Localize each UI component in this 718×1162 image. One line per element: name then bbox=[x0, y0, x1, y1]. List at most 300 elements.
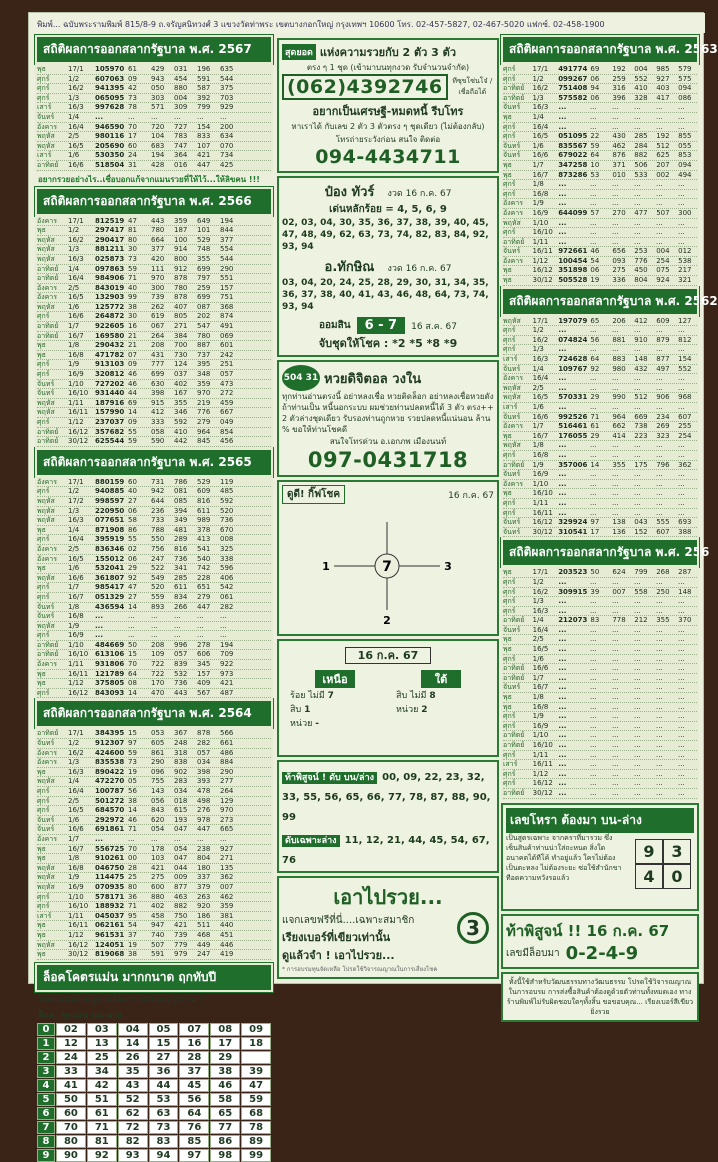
prize-number: 056 bbox=[151, 796, 165, 805]
draw-day: พฤหัส bbox=[37, 235, 55, 244]
prize-number: 64 bbox=[590, 355, 600, 364]
prize-number: 40 bbox=[128, 283, 137, 292]
draw-day: ศุกร์ bbox=[503, 508, 516, 517]
prize-number: 46 bbox=[590, 247, 600, 256]
table-row bbox=[37, 351, 271, 361]
prize-number: 542 bbox=[220, 583, 234, 592]
prize-number: ... bbox=[633, 450, 641, 459]
first-prize: 880159 bbox=[95, 477, 125, 486]
table-row bbox=[37, 797, 271, 807]
prize-number: 92 bbox=[128, 573, 137, 582]
draw-date: 16/5 bbox=[532, 132, 549, 141]
prize-number: 893 bbox=[151, 602, 165, 611]
publisher-header: พิมพ์... ฉบับพระรามพิมพ์ 815/8-9 ถ.จรัญสนิทวงศ์ 3 แขวงวัดท่าพระ เขตบางกอกใหญ่ กรุงเทพฯ 10600 โทร. 02-457-5827, 02-467-5020 แฟกซ์. 02-458-1900 bbox=[29, 13, 705, 33]
draw-date: 1/11 bbox=[532, 498, 549, 507]
draw-date: 16/7 bbox=[68, 844, 84, 853]
draw-day: พุธ bbox=[37, 767, 46, 776]
lotto-number: 39 bbox=[241, 1065, 271, 1078]
draw-day: อังคาร bbox=[37, 544, 57, 553]
prize-number: 669 bbox=[634, 412, 648, 421]
table-row bbox=[37, 825, 271, 835]
prize-number: 14 bbox=[128, 602, 137, 611]
lotto-number: 94 bbox=[149, 1149, 179, 1162]
prize-number: ... bbox=[611, 702, 619, 711]
draw-day: พุธ bbox=[503, 160, 512, 169]
prize-number: 507 bbox=[151, 940, 165, 949]
prize-number: ... bbox=[655, 712, 663, 721]
prize-number: ... bbox=[655, 450, 663, 459]
prize-number: 700 bbox=[174, 341, 188, 350]
prize-number: 194 bbox=[220, 640, 234, 649]
prize-number: 432 bbox=[634, 364, 648, 373]
prize-number: 95 bbox=[128, 911, 137, 920]
draw-date: 16/4 bbox=[532, 122, 549, 131]
prize-number: 558 bbox=[634, 587, 648, 596]
prize-number: 38 bbox=[128, 950, 137, 959]
prize-number: ... bbox=[633, 103, 641, 112]
prize-number: 364 bbox=[174, 151, 188, 160]
prize-number: ... bbox=[678, 326, 685, 335]
prize-number: ... bbox=[678, 606, 685, 615]
prize-number: ... bbox=[197, 631, 204, 640]
prize-number: 289 bbox=[174, 535, 188, 544]
draw-date: 16/4 bbox=[68, 787, 84, 795]
prize-number: ... bbox=[128, 631, 135, 640]
prize-number: 264 bbox=[220, 787, 234, 795]
lotto-number: 61 bbox=[87, 1107, 117, 1120]
prize-number: ... bbox=[633, 750, 641, 759]
prize-number: 73 bbox=[128, 93, 137, 102]
draw-date: 16/8 bbox=[68, 863, 84, 872]
prize-number: ... bbox=[678, 403, 685, 411]
prize-number: 16 bbox=[128, 322, 137, 331]
draw-date: 1/6 bbox=[532, 654, 544, 663]
prize-number: ... bbox=[655, 383, 663, 392]
prize-number: 879 bbox=[656, 335, 670, 344]
prize-number: 247 bbox=[151, 554, 165, 563]
prize-number: ... bbox=[633, 374, 641, 383]
draw-date: 17/1 bbox=[532, 568, 549, 577]
ad-line5: โทรถ่ายระวังก่อน สนใจ ติดต่อ bbox=[335, 135, 441, 144]
lotto-number: 52 bbox=[118, 1093, 148, 1106]
first-prize: 910261 bbox=[95, 854, 125, 863]
north-roi-val: 7 bbox=[327, 691, 334, 701]
first-prize: ... bbox=[558, 237, 567, 246]
prize-number: 206 bbox=[612, 316, 626, 325]
prize-number: 83 bbox=[590, 616, 600, 625]
prize-number: 200 bbox=[220, 122, 234, 131]
north-sib-val: 1 bbox=[304, 705, 311, 715]
table-row bbox=[37, 151, 271, 161]
prize-number: ... bbox=[220, 112, 227, 121]
draw-date: 16/11 bbox=[532, 760, 553, 769]
first-prize: ... bbox=[558, 228, 567, 237]
draw-date: 16/3 bbox=[532, 103, 549, 112]
draw-date: 16/10 bbox=[68, 902, 89, 911]
online-date: 16 ส.ค. 67 bbox=[411, 321, 457, 332]
prize-number: 09 bbox=[128, 74, 137, 83]
prize-number: ... bbox=[655, 189, 663, 198]
first-prize: 188932 bbox=[95, 902, 125, 911]
prize-number: 970 bbox=[197, 389, 211, 398]
first-prize: ... bbox=[558, 693, 567, 702]
stats-title-2561: สถิติผลการออกสลากรัฐบาล พ.ศ. 256 bbox=[501, 538, 699, 567]
prize-number: ... bbox=[655, 760, 663, 769]
prove-box bbox=[277, 760, 499, 873]
table-row bbox=[37, 535, 271, 545]
prize-number: 447 bbox=[197, 825, 211, 834]
first-prize: ... bbox=[558, 479, 567, 488]
lotto-number: 81 bbox=[87, 1135, 117, 1148]
table-row bbox=[37, 226, 271, 236]
prize-number: 396 bbox=[612, 93, 626, 102]
table-row bbox=[503, 760, 697, 770]
table-row bbox=[503, 336, 697, 346]
lotto-number: 41 bbox=[56, 1079, 86, 1092]
draw-date: 1/9 bbox=[68, 621, 80, 630]
draw-date: 16/3 bbox=[532, 606, 549, 615]
draw-day: ศุกร์ bbox=[37, 418, 50, 426]
prize-number: 739 bbox=[151, 293, 165, 302]
first-prize: 297417 bbox=[95, 226, 125, 235]
prize-number: 910 bbox=[634, 335, 648, 344]
prize-number: 739 bbox=[174, 930, 188, 939]
draw-day: พฤหัส bbox=[37, 863, 55, 872]
first-prize: 197079 bbox=[558, 316, 588, 325]
prize-number: 927 bbox=[220, 844, 234, 853]
prize-number: 575 bbox=[678, 74, 692, 83]
prize-number: ... bbox=[611, 450, 619, 459]
draw-date: 1/4 bbox=[68, 112, 80, 121]
draw-date: 16/2 bbox=[532, 587, 549, 596]
prize-number: 148 bbox=[678, 587, 692, 596]
prize-number: ... bbox=[678, 112, 685, 121]
prize-number: 877 bbox=[174, 882, 188, 891]
draw-day: ศุกร์ bbox=[503, 122, 516, 131]
prize-number: ... bbox=[655, 403, 663, 411]
draw-day: จันทร์ bbox=[503, 247, 521, 256]
du-date: 16 ก.ค. 67 bbox=[448, 490, 494, 501]
table-row bbox=[503, 266, 697, 276]
prize-number: 417 bbox=[656, 93, 670, 102]
draw-date: 1/8 bbox=[68, 854, 80, 863]
prize-number: 70 bbox=[128, 844, 137, 853]
prize-number: 816 bbox=[197, 496, 211, 505]
prize-number: ... bbox=[655, 180, 663, 189]
prize-number: ... bbox=[678, 180, 685, 189]
prize-number: 470 bbox=[151, 688, 165, 697]
draw-day: อาทิตย์ bbox=[37, 331, 59, 340]
prize-number: 902 bbox=[174, 767, 188, 776]
prize-number: 355 bbox=[174, 398, 188, 407]
prize-number: 797 bbox=[197, 274, 211, 283]
prize-number: ... bbox=[633, 577, 641, 586]
draw-day: จันทร์ bbox=[37, 389, 55, 398]
draw-day: พฤหัส bbox=[37, 882, 55, 891]
first-prize: 912307 bbox=[95, 739, 125, 748]
prize-number: 355 bbox=[612, 460, 626, 469]
prize-number: 054 bbox=[174, 844, 188, 853]
prize-number: 506 bbox=[634, 160, 648, 169]
hora-title: เลขโหรา ต้องมา บน-ล่าง bbox=[506, 808, 694, 833]
table-row bbox=[37, 75, 271, 85]
lotto-number: 27 bbox=[149, 1051, 179, 1064]
draw-day: อาทิตย์ bbox=[37, 650, 59, 659]
lotto-number: 78 bbox=[241, 1121, 271, 1134]
prize-number: 129 bbox=[220, 796, 234, 805]
prize-number: 709 bbox=[220, 650, 234, 659]
prize-number: ... bbox=[174, 834, 181, 843]
draw-day: พุธ bbox=[503, 635, 512, 644]
prize-number: 379 bbox=[197, 882, 211, 891]
table-row bbox=[37, 284, 271, 294]
draw-date: 1/11 bbox=[532, 237, 549, 246]
first-prize: ... bbox=[558, 750, 567, 759]
table-row bbox=[37, 161, 271, 171]
draw-day: พฤหัส bbox=[503, 441, 521, 450]
first-prize: 109767 bbox=[558, 364, 588, 373]
prize-number: 377 bbox=[220, 235, 234, 244]
prize-number: 747 bbox=[174, 141, 188, 150]
first-prize: 873286 bbox=[558, 170, 588, 179]
ad-phone-3: 097-0431718 bbox=[307, 448, 469, 472]
draw-day: ศุกร์ bbox=[37, 892, 50, 901]
table-row bbox=[503, 451, 697, 461]
prize-number: 559 bbox=[151, 592, 165, 601]
prize-number: 393 bbox=[197, 777, 211, 786]
prize-number: ... bbox=[589, 237, 597, 246]
lotto-number: 15 bbox=[149, 1037, 179, 1050]
lotto-number: 99 bbox=[241, 1149, 271, 1162]
draw-date: 1/6 bbox=[532, 403, 544, 411]
draw-day: อังคาร bbox=[503, 422, 523, 431]
lottery-sheet bbox=[28, 12, 718, 1161]
draw-day: ศุกร์ bbox=[37, 84, 50, 93]
prize-number: 468 bbox=[197, 930, 211, 939]
table-row bbox=[37, 660, 271, 670]
prize-number: 730 bbox=[174, 350, 188, 359]
prize-number: 843 bbox=[151, 806, 165, 815]
prize-number: 498 bbox=[197, 796, 211, 805]
table-row bbox=[503, 616, 697, 626]
prize-number: 057 bbox=[174, 650, 188, 659]
prize-number: 878 bbox=[174, 293, 188, 302]
prize-number: 06 bbox=[128, 554, 137, 563]
prize-number: 605 bbox=[151, 739, 165, 748]
prize-number: 06 bbox=[590, 74, 600, 83]
prize-number: 884 bbox=[220, 758, 234, 767]
prize-number: ... bbox=[678, 625, 685, 634]
prize-number: ... bbox=[678, 577, 685, 586]
table-row bbox=[503, 403, 697, 413]
north-label: เหนือ bbox=[315, 670, 355, 688]
prize-number: ... bbox=[633, 403, 641, 411]
prize-number: 425 bbox=[220, 160, 234, 169]
prize-number: 756 bbox=[151, 544, 165, 553]
hora-grid bbox=[635, 839, 691, 889]
first-prize: 220950 bbox=[95, 506, 125, 515]
prize-number: 59 bbox=[128, 264, 137, 273]
north-mai: ไม่มี bbox=[308, 691, 325, 701]
prize-number: 46 bbox=[128, 815, 137, 824]
prize-number: 248 bbox=[174, 739, 188, 748]
table-row bbox=[37, 873, 271, 883]
prize-number: 978 bbox=[197, 815, 211, 824]
prize-number: 24 bbox=[128, 151, 137, 160]
prize-number: ... bbox=[655, 779, 663, 788]
lotto-number: 17 bbox=[210, 1037, 240, 1050]
prize-number: ... bbox=[633, 326, 641, 335]
prize-number: 36 bbox=[128, 892, 137, 901]
draw-date: 16/7 bbox=[532, 683, 549, 692]
online-label: ออมสิน bbox=[319, 320, 351, 331]
first-prize: ... bbox=[558, 741, 567, 749]
prize-number: ... bbox=[611, 199, 619, 208]
prize-number: 81 bbox=[128, 226, 137, 235]
prize-number: 540 bbox=[197, 554, 211, 563]
draw-date: 16/10 bbox=[532, 741, 553, 749]
table-row bbox=[37, 255, 271, 265]
draw-date: 16/2 bbox=[68, 235, 84, 244]
prize-number: 634 bbox=[220, 132, 234, 141]
draw-day: พุธ bbox=[37, 669, 46, 678]
prize-number: 703 bbox=[220, 93, 234, 102]
draw-day: ศุกร์ bbox=[37, 312, 50, 321]
prize-number: 192 bbox=[612, 65, 626, 73]
prize-number: 127 bbox=[678, 316, 692, 325]
prize-number: 50 bbox=[590, 568, 600, 577]
draw-day: พุธ bbox=[37, 921, 46, 930]
prize-number: 59 bbox=[590, 141, 600, 150]
prize-number: 970 bbox=[220, 806, 234, 815]
table-row bbox=[37, 236, 271, 246]
prize-number: ... bbox=[655, 788, 663, 797]
aoprai-title: เอาไปรวย... bbox=[333, 885, 443, 909]
prize-number: 38 bbox=[128, 302, 137, 311]
table-row bbox=[37, 650, 271, 660]
draw-day: พุธ bbox=[37, 679, 46, 688]
prize-number: 398 bbox=[197, 767, 211, 776]
prize-number: 507 bbox=[656, 208, 670, 217]
prize-number: ... bbox=[655, 625, 663, 634]
prize-number: 219 bbox=[197, 398, 211, 407]
table-row bbox=[37, 593, 271, 603]
table-row bbox=[37, 729, 271, 739]
table-row bbox=[503, 722, 697, 732]
prize-number: ... bbox=[611, 374, 619, 383]
prize-number: 14 bbox=[128, 408, 137, 417]
prize-number: ... bbox=[611, 750, 619, 759]
draw-day: ศุกร์ bbox=[503, 721, 516, 730]
first-prize: 472270 bbox=[95, 777, 125, 786]
table-row bbox=[37, 132, 271, 142]
prize-number: ... bbox=[611, 664, 619, 673]
draw-day: จันทร์ bbox=[37, 602, 55, 611]
prize-number: 14 bbox=[128, 806, 137, 815]
prize-number: 887 bbox=[197, 341, 211, 350]
prize-number: 17 bbox=[590, 527, 600, 536]
draw-date: 17/1 bbox=[532, 316, 549, 325]
draw-date: 1/4 bbox=[68, 525, 80, 534]
hui-contact: สนใจโทรด่วน อ.เอกภพ เมืองนนท์ bbox=[329, 437, 447, 446]
prize-number: ... bbox=[589, 654, 597, 663]
prize-number: ... bbox=[633, 606, 641, 615]
table-row bbox=[503, 664, 697, 674]
lotto-number: 34 bbox=[87, 1065, 117, 1078]
prize-number: ... bbox=[655, 326, 663, 335]
prize-number: 44 bbox=[128, 389, 137, 398]
prize-number: ... bbox=[633, 683, 641, 692]
first-prize: 357006 bbox=[558, 460, 588, 469]
first-prize: 051095 bbox=[558, 132, 588, 141]
prize-number: ... bbox=[678, 731, 685, 740]
prize-number: ... bbox=[611, 479, 619, 488]
prize-number: 255 bbox=[678, 422, 692, 431]
draw-date: 1/10 bbox=[532, 731, 549, 740]
prize-number: 481 bbox=[174, 525, 188, 534]
prize-number: ... bbox=[633, 470, 641, 479]
prize-number: ... bbox=[589, 597, 597, 606]
prize-number: 30 bbox=[128, 312, 137, 321]
bottom-note-box bbox=[501, 972, 699, 1022]
stats-table-2567 bbox=[35, 64, 273, 172]
prize-number: ... bbox=[678, 760, 685, 769]
draw-date: 1/8 bbox=[532, 693, 544, 702]
draw-date: 16/12 bbox=[532, 779, 553, 788]
prize-number: 406 bbox=[220, 573, 234, 582]
prize-number: 431 bbox=[151, 350, 165, 359]
prize-number: 262 bbox=[151, 302, 165, 311]
draw-date: 1/2 bbox=[68, 226, 80, 235]
first-prize: ... bbox=[95, 612, 103, 621]
prize-number: 611 bbox=[174, 583, 188, 592]
prize-number: 92 bbox=[590, 364, 600, 373]
draw-date: 16/5 bbox=[532, 645, 549, 654]
lotto-number: 68 bbox=[241, 1107, 271, 1120]
draw-date: 16/2 bbox=[68, 84, 84, 93]
prize-number: ... bbox=[678, 769, 685, 778]
prize-number: 428 bbox=[151, 160, 165, 169]
prize-number: ... bbox=[678, 103, 685, 112]
prize-number: 012 bbox=[678, 247, 692, 256]
draw-day: จันทร์ bbox=[37, 112, 55, 121]
first-prize: 290432 bbox=[95, 341, 125, 350]
hora-box bbox=[501, 803, 699, 911]
prize-number: 124 bbox=[174, 360, 188, 369]
prize-number: 60 bbox=[128, 141, 137, 150]
table-row bbox=[503, 94, 697, 104]
draw-day: อาทิตย์ bbox=[37, 437, 59, 446]
table-row bbox=[37, 941, 271, 951]
prize-number: 421 bbox=[151, 863, 165, 872]
lotto-number: 14 bbox=[118, 1037, 148, 1050]
prize-number: 57 bbox=[590, 208, 600, 217]
prize-number: 410 bbox=[174, 427, 188, 436]
draw-day: พุธ bbox=[37, 350, 46, 359]
lotto-number: 33 bbox=[56, 1065, 86, 1078]
prize-number: 193 bbox=[174, 815, 188, 824]
table-row bbox=[37, 303, 271, 313]
prize-number: ... bbox=[678, 702, 685, 711]
lotto-number: 04 bbox=[118, 1023, 148, 1036]
draw-day: พฤหัส bbox=[37, 873, 55, 882]
prize-number: 259 bbox=[612, 74, 626, 83]
draw-day: พุธ bbox=[503, 645, 512, 654]
draw-date: 2/5 bbox=[532, 635, 544, 644]
table-row bbox=[37, 341, 271, 351]
draw-date: 1/11 bbox=[68, 398, 84, 407]
lotto-lock-index: 8 bbox=[37, 1135, 55, 1148]
